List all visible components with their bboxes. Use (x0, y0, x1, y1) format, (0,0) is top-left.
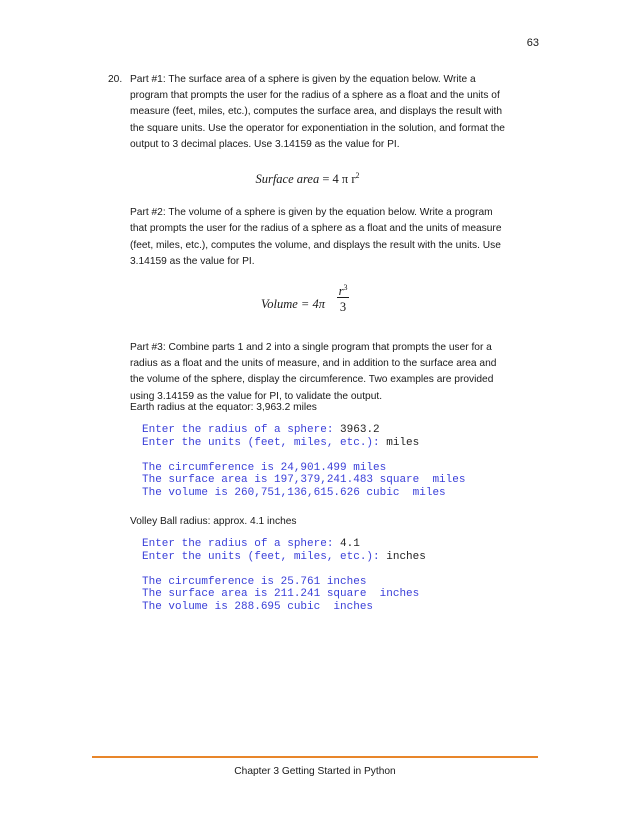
console-circumference: The circumference is 24,901.499 miles (142, 461, 387, 474)
console-input-radius: 3963.2 (340, 424, 380, 436)
console-prompt-radius: Enter the radius of a sphere: (142, 538, 341, 550)
console-prompt-units: Enter the units (feet, miles, etc.): (142, 436, 387, 449)
part3-text: Part #3: Combine parts 1 and 2 into a single program that prompts the user for a radius as a float and the units of measure, and in addition to the surface area and the volume of the sphere, display the circumference. Two examples are provided using 3.14159 as the value for PI, to validate the output. (130, 342, 497, 402)
volume-equation (110, 280, 505, 330)
example-1-label: Earth radius at the equator: 3,963.2 miles (130, 402, 317, 413)
console-input-units: inches (386, 550, 426, 563)
part2-text: Part #2: The volume of a sphere is given by the equation below. Write a program that prompts the user for the radius of a sphere as a float and the units of measure (feet, miles, etc.), computes the volume, and displays the result with the units. Use 3.14159 as the value for PI. (130, 207, 502, 267)
example-1-console (142, 424, 465, 500)
eq2-lhs: Volume = 4π (261, 297, 325, 312)
console-volume: The volume is 260,751,136,615.626 cubic miles (142, 486, 446, 499)
example-2-console (142, 538, 426, 614)
eq1-rhs: = 4 π r (319, 172, 356, 187)
surface-area-equation (110, 168, 505, 187)
part1-text: Part #1: The surface area of a sphere is given by the equation below. Write a program that prompts the user for the radius of a sphere as a float and the units of measure (feet, miles, etc.), computes the surface area, and displays the result with the square units. Use the operator for exponentiation in the solution, and format the output to 3 decimal places. Use 3.14159 as the value for PI. (130, 74, 505, 150)
console-input-radius: 4.1 (340, 538, 360, 550)
console-prompt-units: Enter the units (feet, miles, etc.): (142, 550, 387, 563)
console-volume: The volume is 288.695 cubic inches (142, 600, 374, 613)
example-2-label: Volley Ball radius: approx. 4.1 inches (130, 516, 297, 527)
console-prompt-radius: Enter the radius of a sphere: (142, 424, 341, 436)
eq2-numerator-exponent: 3 (343, 283, 348, 293)
eq2-fraction (337, 280, 349, 314)
console-input-units: miles (386, 436, 420, 449)
eq1-lhs: Surface area (255, 172, 320, 187)
console-circumference: The circumference is 25.761 inches (142, 575, 367, 588)
problem-number: 20. (108, 74, 123, 85)
footer-rule (92, 756, 538, 758)
console-surface-area: The surface area is 211.241 square inches (142, 588, 420, 601)
eq2-denominator: 3 (339, 300, 347, 315)
eq1-exponent: 2 (355, 171, 360, 181)
footer-chapter-title: Chapter 3 Getting Started in Python (234, 766, 396, 777)
eq2-numerator: r (338, 284, 344, 299)
problem-20 (110, 72, 505, 405)
console-surface-area: The surface area is 197,379,241.483 square miles (142, 474, 466, 487)
page-number: 63 (526, 37, 539, 49)
